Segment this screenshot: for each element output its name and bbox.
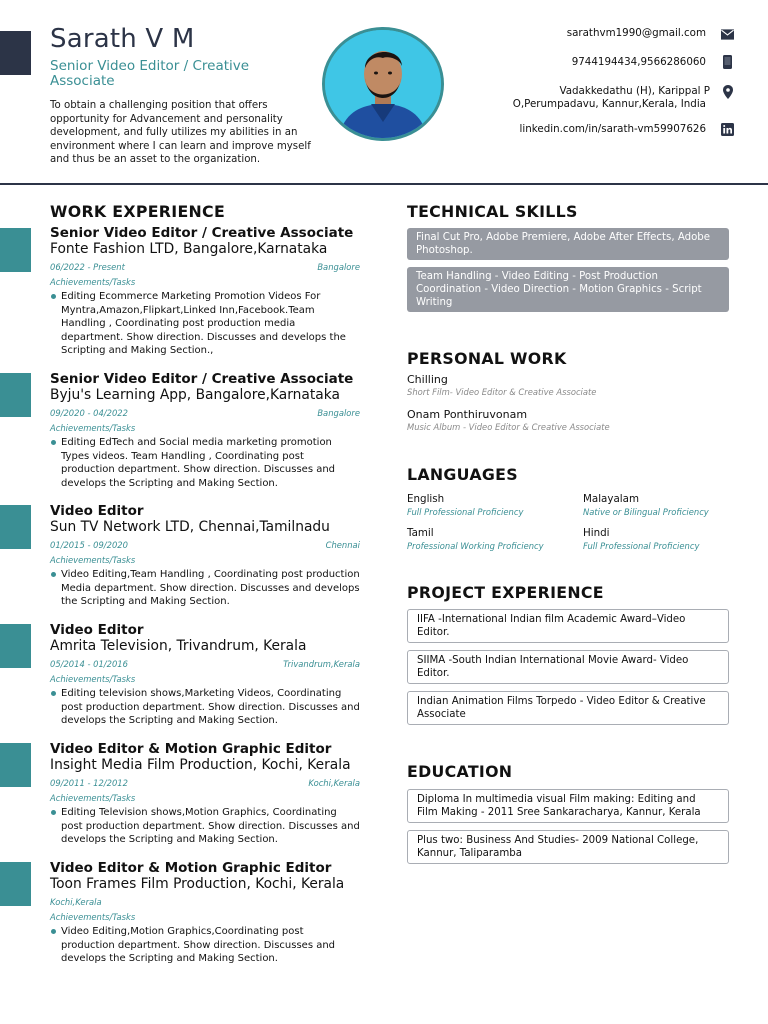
job-title: Senior Video Editor / Creative Associate: [50, 225, 354, 241]
job-dates: Kochi,Kerala: [50, 897, 102, 907]
header-divider: [0, 183, 768, 185]
job-title: Video Editor: [50, 622, 144, 638]
job-entry: [50, 860, 360, 966]
job-company: Insight Media Film Production, Kochi, Kerala: [50, 757, 351, 773]
contact-address-line1: Vadakkedathu (H), Karippal P: [559, 85, 710, 97]
job-title: Video Editor: [50, 503, 144, 519]
language-name: Malayalam: [583, 493, 639, 505]
job-marker: [0, 373, 31, 417]
job-location: Bangalore: [317, 408, 360, 418]
language-item: [407, 526, 577, 553]
personal-work-heading: PERSONAL WORK: [407, 349, 567, 368]
job-company: Sun TV Network LTD, Chennai,Tamilnadu: [50, 519, 330, 535]
language-level: Full Professional Proficiency: [583, 541, 700, 551]
job-title: Senior Video Editor / Creative Associate: [50, 371, 354, 387]
job-achievements-label: Achievements/Tasks: [50, 793, 136, 803]
job-dates: 09/2020 - 04/2022: [50, 408, 128, 418]
job-entry: [50, 741, 360, 847]
job-location: Chennai: [325, 540, 360, 550]
job-achievements-label: Achievements/Tasks: [50, 674, 136, 684]
email-icon: [721, 28, 734, 41]
job-marker: [0, 228, 31, 272]
personal-work-title: Chilling: [407, 373, 448, 386]
phone-icon: [721, 55, 734, 68]
profile-photo: [322, 27, 444, 141]
job-title: Video Editor & Motion Graphic Editor: [50, 860, 332, 876]
skill-group: Final Cut Pro, Adobe Premiere, Adobe After Effects, Adobe Photoshop.: [407, 228, 729, 260]
job-bullet: Editing Television shows,Motion Graphics, Coordinating post production department. Show direction. Discusses and develops the Scripting and Making Section.: [50, 806, 360, 847]
job-location: Trivandrum,Kerala: [283, 659, 360, 669]
project-experience-heading: PROJECT EXPERIENCE: [407, 583, 604, 602]
job-achievements-label: Achievements/Tasks: [50, 277, 136, 287]
job-bullet: Editing television shows,Marketing Videos, Coordinating post production department. Show direction. Discusses and develops the Scripting and Making Section.: [50, 687, 360, 728]
language-item: [583, 492, 753, 519]
languages-heading: LANGUAGES: [407, 465, 518, 484]
job-entry: [50, 503, 360, 609]
job-title: Video Editor & Motion Graphic Editor: [50, 741, 332, 757]
work-experience-heading: WORK EXPERIENCE: [50, 202, 226, 221]
education-heading: EDUCATION: [407, 762, 513, 781]
personal-work-role: Short Film- Video Editor & Creative Associate: [407, 387, 597, 397]
job-marker: [0, 624, 31, 668]
language-item: [583, 526, 753, 553]
job-company: Byju's Learning App, Bangalore,Karnataka: [50, 387, 340, 403]
location-pin-icon: [721, 85, 734, 98]
job-dates: 06/2022 - Present: [50, 262, 125, 272]
education-item: Diploma In multimedia visual Film making: Editing and Film Making - 2011 Sree Sankaracharya, Kannur, Kerala: [407, 789, 729, 823]
language-level: Full Professional Proficiency: [407, 507, 524, 517]
job-bullet: Editing EdTech and Social media marketing promotion Types videos. Team Handling , Coordinating post production department. Show direction. Discusses and develops the Scripting and Making Section.: [50, 436, 360, 490]
language-item: [407, 492, 577, 519]
job-bullet: Video Editing,Team Handling , Coordinating post production Media department. Show direction. Discusses and develops the Scripting and Making Section.: [50, 568, 360, 609]
job-company: Fonte Fashion LTD, Bangalore,Karnataka: [50, 241, 328, 257]
personal-work-item: [407, 408, 727, 433]
job-achievements-label: Achievements/Tasks: [50, 912, 136, 922]
candidate-name: Sarath V M: [50, 24, 195, 54]
contact-email[interactable]: sarathvm1990@gmail.com: [566, 27, 706, 39]
job-dates: 09/2011 - 12/2012: [50, 778, 128, 788]
language-name: Tamil: [407, 527, 434, 539]
candidate-subtitle: Senior Video Editor / Creative Associate: [50, 58, 250, 89]
contact-phone[interactable]: 9744194434,9566286060: [571, 56, 706, 68]
contact-linkedin[interactable]: linkedin.com/in/sarath-vm59907626: [519, 123, 706, 135]
job-dates: 05/2014 - 01/2016: [50, 659, 128, 669]
language-level: Native or Bilingual Proficiency: [583, 507, 709, 517]
job-location: Bangalore: [317, 262, 360, 272]
job-company: Toon Frames Film Production, Kochi, Kerala: [50, 876, 345, 892]
personal-work-title: Onam Ponthiruvonam: [407, 408, 528, 421]
job-company: Amrita Television, Trivandrum, Kerala: [50, 638, 307, 654]
language-name: English: [407, 493, 445, 505]
project-item: SIIMA -South Indian International Movie Award- Video Editor.: [407, 650, 729, 684]
job-bullet: Editing Ecommerce Marketing Promotion Videos For Myntra,Amazon,Flipkart,Linked Inn,Facebook.Team Handling , Coordinating post production media department. Show direction. Discusses and develops the Scripting and Making Section.,: [50, 290, 360, 358]
job-marker: [0, 505, 31, 549]
job-achievements-label: Achievements/Tasks: [50, 555, 136, 565]
job-dates: 01/2015 - 09/2020: [50, 540, 128, 550]
education-item: Plus two: Business And Studies- 2009 National College, Kannur, Taliparamba: [407, 830, 729, 864]
technical-skills-heading: TECHNICAL SKILLS: [407, 202, 578, 221]
language-level: Professional Working Proficiency: [407, 541, 544, 551]
skill-group: Team Handling - Video Editing - Post Production Coordination - Video Direction - Motion Graphics - Script Writing: [407, 267, 729, 312]
job-marker: [0, 862, 31, 906]
job-achievements-label: Achievements/Tasks: [50, 423, 136, 433]
language-name: Hindi: [583, 527, 610, 539]
personal-work-item: [407, 373, 727, 398]
job-entry: [50, 225, 360, 358]
objective-text: To obtain a challenging position that offers opportunity for Advancement and personality development, and fully utilizes my abilities in an environment where I can learn and improve myself and thus be an asset to the organization.: [50, 100, 311, 165]
contact-address-line2: O,Perumpadavu, Kannur,Kerala, India: [512, 98, 706, 110]
job-location: Kochi,Kerala: [308, 778, 360, 788]
job-entry: [50, 622, 360, 728]
job-bullet: Video Editing,Motion Graphics,Coordinating post production department. Show direction. Discusses and develops the Scripting and Making Section.: [50, 925, 360, 966]
header-accent-block: [0, 31, 31, 75]
job-marker: [0, 743, 31, 787]
job-entry: [50, 371, 360, 490]
project-item: Indian Animation Films Torpedo - Video Editor & Creative Associate: [407, 691, 729, 725]
personal-work-role: Music Album - Video Editor & Creative Associate: [407, 422, 610, 432]
project-item: IIFA -International Indian film Academic Award–Video Editor.: [407, 609, 729, 643]
linkedin-icon: [721, 123, 734, 136]
